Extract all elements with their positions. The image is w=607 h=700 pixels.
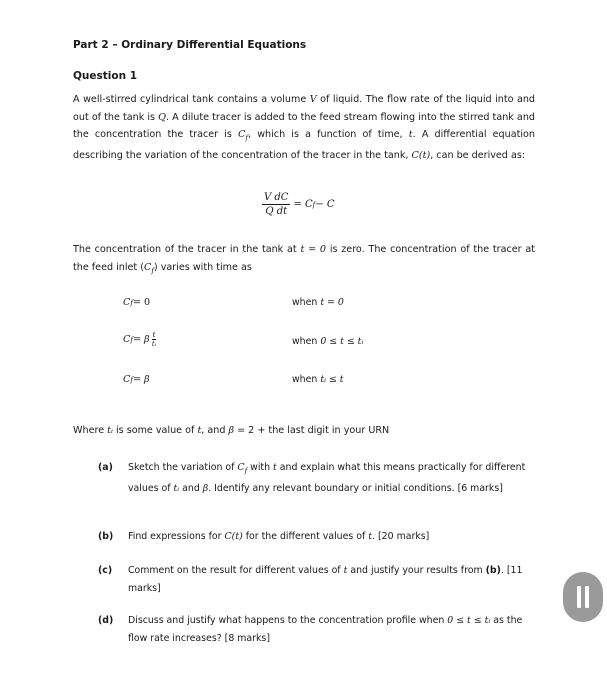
where-line: Where tᵢ is some value of t, and β = 2 + the last digit in your URN [73,425,390,436]
part-title: Part 2 – Ordinary Differential Equations [73,39,307,51]
part-a-text: Sketch the variation of $C_f$ with t and explain what this means practically for different values of tᵢ and β. Identify any relevant boundary or initial conditions. [6 marks] [128,462,526,495]
part-d-label: (d) [98,615,114,626]
part-b-text: Find expressions for C(t) for the different values of t. [20 marks] [128,531,430,542]
part-a [98,459,538,498]
case-3-condition: when tᵢ ≤ t [292,374,344,385]
part-d-text: Discuss and justify what happens to the concentration profile when 0 ≤ t ≤ tᵢ as the flow rate increases? [8 marks] [128,615,523,644]
part-c [98,562,538,597]
pause-icon-bar [585,586,589,608]
differential-equation: $\frac{\text{V dC}}{\text{Q dt}}$ = C f − C [264,192,335,217]
equation-fraction: $\frac{\text{V dC}}{\text{Q dt}}$ [264,192,289,217]
intro-paragraph: A well-stirred cylindrical tank contains a volume V of liquid. The flow rate of the liquid into and out of the tank is Q. A dilute tracer is added to the feed stream flowing into the stirred tank and the concentration the tracer is $C_f$, which is a function of time, t. A differential equation describing the variation of the concentration of the tracer in the tank, C(t), can be derived as: [73,94,535,162]
question-title: Question 1 [73,70,138,82]
concentration-paragraph: The concentration of the tracer in the tank at t = 0 is zero. The concentration of the tracer at the feed inlet $(C_f)$ varies with time as [73,244,536,275]
case-3-expression: C f = β [123,374,150,385]
case-2-condition: when 0 ≤ t ≤ tᵢ [292,336,364,347]
scroll-handle-button[interactable] [563,572,603,622]
case-1-condition: when t = 0 [292,297,344,308]
pause-icon [577,586,581,608]
part-b-label: (b) [98,531,114,542]
case-1-expression: C f = 0 [123,297,151,308]
part-c-label: (c) [98,565,113,576]
case-2-expression: C f = β $\frac{t}{\text{tᵢ}}$ [123,331,157,348]
part-a-label: (a) [98,462,113,473]
case-2-fraction: $\frac{t}{\text{tᵢ}}$ [151,331,157,348]
part-b [98,528,538,546]
part-d [98,612,538,647]
part-c-text: Comment on the result for different values of t and justify your results from (b). [11 marks] [128,565,523,594]
